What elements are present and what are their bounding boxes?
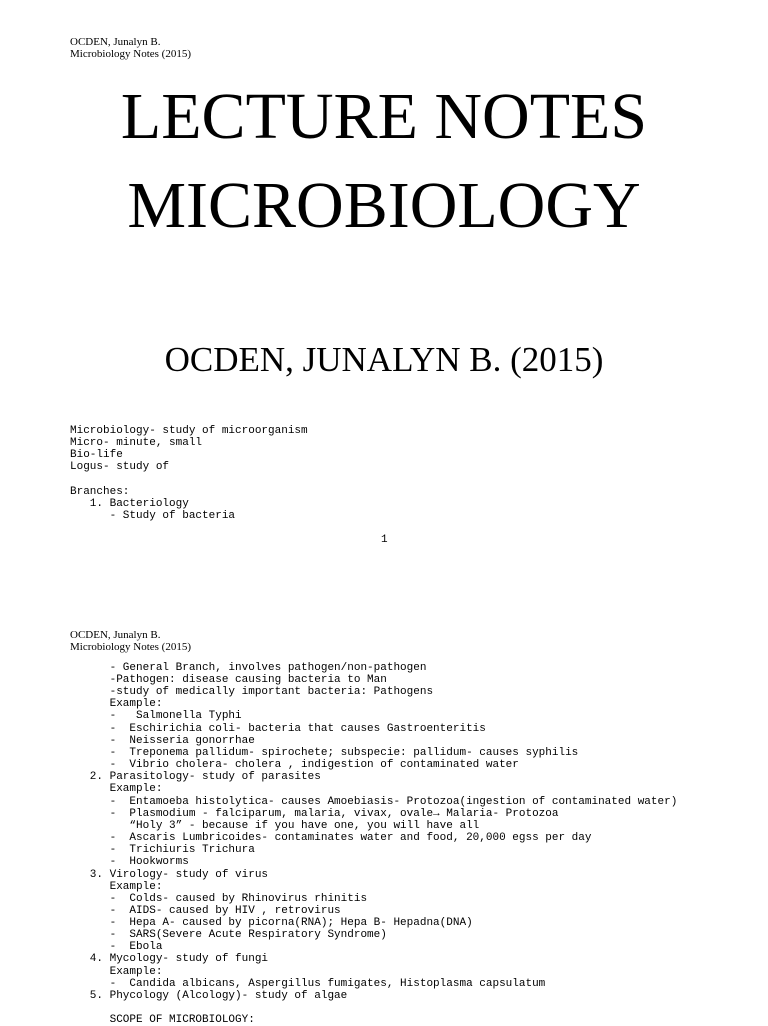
text-line: - Ebola <box>70 941 163 953</box>
author-line: OCDEN, JUNALYN B. (2015) <box>164 340 604 379</box>
text-line: 2. Parasitology- study of parasites <box>70 771 321 783</box>
text-line: Micro- minute, small <box>70 437 203 449</box>
text-line: 3. Virology- study of virus <box>70 869 269 881</box>
text-line: -study of medically important bacteria: Pathogens <box>70 686 434 698</box>
text-line: SCOPE OF MICROBIOLOGY: <box>70 1014 255 1026</box>
document-title-line-2: MICROBIOLOGY <box>127 169 641 242</box>
text-line: - Salmonella Typhi <box>70 710 242 722</box>
text-line: - SARS(Severe Acute Respiratory Syndrome) <box>70 929 387 941</box>
header-course: Microbiology Notes (2015) <box>70 641 191 653</box>
text-line: - Ascaris Lumbricoides- contaminates water and food, 20,000 egss per day <box>70 832 592 844</box>
text-line: - Colds- caused by Rhinovirus rhinitis <box>70 893 368 905</box>
text-line: - AIDS- caused by HIV , retrovirus <box>70 905 341 917</box>
text-line: Bio-life <box>70 449 123 461</box>
text-line: 4. Mycology- study of fungi <box>70 953 269 965</box>
text-line: Example: <box>70 881 163 893</box>
text-line: Example: <box>70 966 163 978</box>
text-line: - Neisseria gonorrhae <box>70 735 255 747</box>
document-title-line-1: LECTURE NOTES <box>120 80 648 153</box>
text-line: Example: <box>70 783 163 795</box>
text-line: - Vibrio cholera- cholera , indigestion of contaminated water <box>70 759 519 771</box>
text-line: - Candida albicans, Aspergillus fumigates, Histoplasma capsulatum <box>70 978 546 990</box>
text-line: “Holy 3” - because if you have one, you will have all <box>70 820 480 832</box>
text-line: 1. Bacteriology <box>70 498 189 510</box>
text-line: - Trichiuris Trichura <box>70 844 255 856</box>
text-line: Branches: <box>70 486 130 498</box>
header-author: OCDEN, Junalyn B. <box>70 629 161 641</box>
header-course: Microbiology Notes (2015) <box>70 48 191 60</box>
text-line: - General Branch, involves pathogen/non-pathogen <box>70 662 427 674</box>
text-line: - Hepa A- caused by picorna(RNA); Hepa B- Hepadna(DNA) <box>70 917 473 929</box>
text-line: Microbiology- study of microorganism <box>70 425 308 437</box>
text-line: - Entamoeba histolytica- causes Amoebiasis- Protozoa(ingestion of contaminated water) <box>70 796 678 808</box>
page-number: 1 <box>381 534 388 546</box>
text-line: - Plasmodium - falciparum, malaria, vivax, ovale→ Malaria- Protozoa <box>70 808 559 820</box>
text-line: Logus- study of <box>70 461 170 473</box>
text-line: -Pathogen: disease causing bacteria to Man <box>70 674 387 686</box>
text-line: - Treponema pallidum- spirochete; subspecie: pallidum- causes syphilis <box>70 747 579 759</box>
text-line: - Eschirichia coli- bacteria that causes Gastroenteritis <box>70 723 486 735</box>
text-line: - Study of bacteria <box>70 510 236 522</box>
text-line: - Hookworms <box>70 856 189 868</box>
header-author: OCDEN, Junalyn B. <box>70 36 161 48</box>
text-line: 5. Phycology (Alcology)- study of algae <box>70 990 348 1002</box>
text-line: Example: <box>70 698 163 710</box>
